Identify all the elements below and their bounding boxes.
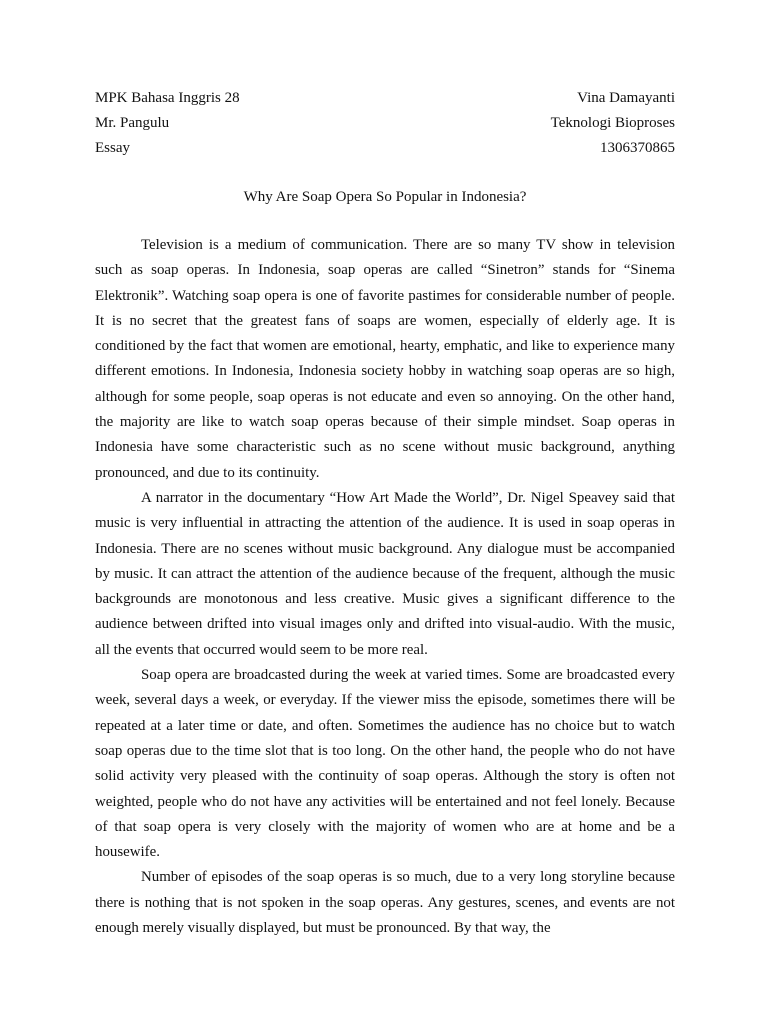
header-row-2 [95,111,675,136]
paragraph: Number of episodes of the soap operas is so much, due to a very long storyline because there is nothing that is not spoken in the soap operas. Any gestures, scenes, and events are not enough merely visually displayed, but must be pronounced. By that way, the [95,869,675,937]
paragraph: A narrator in the documentary “How Art Made the World”, Dr. Nigel Speavey said that music is very influential in attracting the attention of the audience. It is used in soap operas in Indonesia. There are no scenes without music background. Any dialogue must be accompanied by music. It can attract the attention of the audience because of the frequent, although the music backgrounds are monotonous and less creative. Music gives a significant difference to the audience between drifted into visual images only and drifted into visual-audio. With the music, all the events that occurred would seem to be more real. [95,489,675,658]
lecturer-name: Mr. Pangulu [95,115,170,131]
header-row-3 [95,136,675,161]
essay-title: Why Are Soap Opera So Popular in Indonesia? [243,189,527,205]
student-id: 1306370865 [600,140,675,156]
paragraph: Soap opera are broadcasted during the week at varied times. Some are broadcasted every week, several days a week, or everyday. If the viewer miss the episode, sometimes there will be repeated at a later time or date, and often. Sometimes the audience has no choice but to watch soap operas due to the time slot that is too long. On the other hand, the people who do not have solid activity very pleased with the continuity of soap operas. Although the story is often not weighted, people who do not have any activities will be entertained and not feel lonely. Because of that soap opera is very closely with the majority of women who are at home and be a housewife. [95,667,675,861]
author-name: Vina Damayanti [577,90,675,106]
paragraph: Television is a medium of communication. There are so many TV show in television such as soap operas. In Indonesia, soap operas are called “Sinetron” stands for “Sinema Elektronik”. Watching soap opera is one of favorite pastimes for considerable number of people. It is no secret that the greatest fans of soaps are women, especially of elderly age. It is conditioned by the fact that women are emotional, hearty, emphatic, and like to experience many different emotions. In Indonesia, Indonesia society hobby in watching soap operas are so high, although for some people, soap operas is not educate and even so annoying. On the other hand, the majority are like to watch soap operas because of their simple mindset. Soap operas in Indonesia have some characteristic such as no scene without music background, anything pronounced, and due to its continuity. [95,237,675,481]
document-type: Essay [95,140,130,156]
header-row-1 [95,86,675,111]
essay-header [95,86,675,161]
course-name: MPK Bahasa Inggris 28 [95,90,240,106]
department-name: Teknologi Bioproses [550,115,675,131]
essay-body [95,233,675,941]
